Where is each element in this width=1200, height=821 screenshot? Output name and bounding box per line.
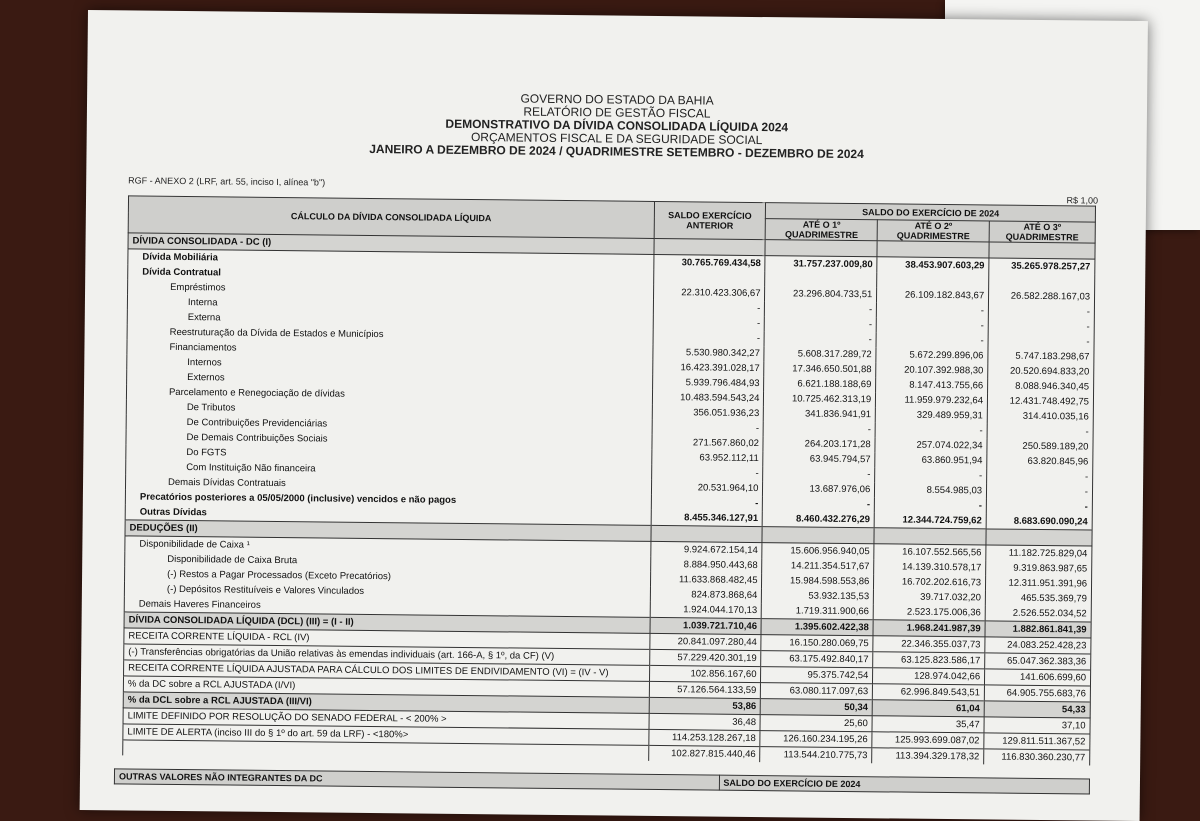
row-value: 10.483.594.543,24: [652, 390, 764, 406]
row-value: 10.725.462.313,19: [764, 391, 876, 407]
row-label: Reestruturação da Dívida de Estados e Municípios: [127, 324, 653, 345]
row-value: 11.182.725.829,04: [986, 545, 1092, 562]
row-value: 141.606.699,60: [985, 669, 1091, 686]
row-value: 116.830.360.230,77: [984, 749, 1090, 766]
row-label: Outras Dívidas: [125, 504, 651, 525]
row-value: 6.621.188.188,69: [764, 376, 876, 392]
row-value: [877, 272, 989, 288]
row-label: Empréstimos: [128, 279, 654, 300]
row-value: [989, 242, 1095, 259]
row-value: 114.253.128.267,18: [648, 729, 760, 746]
report-header: [87, 10, 1148, 164]
row-value: 63.945.794,57: [763, 451, 875, 467]
col-group-header: SALDO DO EXERCÍCIO DE 2024: [766, 203, 1096, 222]
header-report-type: RELATÓRIO DE GESTÃO FISCAL: [523, 104, 711, 121]
row-value: [986, 529, 1092, 546]
row-value: 20.520.694.833,20: [988, 363, 1094, 379]
row-value: 8.455.346.127,91: [651, 510, 763, 527]
row-value: 2.526.552.034,52: [985, 605, 1091, 622]
row-value: 62.996.849.543,51: [873, 684, 985, 701]
row-label: LIMITE DEFINIDO POR RESOLUÇÃO DO SENADO FEDERAL - < 200% >: [123, 708, 649, 730]
row-label: Financiamentos: [127, 339, 653, 360]
header-period: JANEIRO A DEZEMBRO DE 2024 / QUADRIMESTRE SETEMBRO - DEZEMBRO DE 2024: [369, 141, 864, 162]
header-title: DEMONSTRATIVO DA DÍVIDA CONSOLIDADA LÍQUIDA 2024: [445, 116, 789, 135]
row-value: -: [764, 331, 876, 347]
row-value: -: [988, 333, 1094, 349]
row-label: DÍVIDA CONSOLIDADA - DC (I): [128, 233, 654, 255]
row-value: 113.394.329.178,32: [872, 748, 984, 765]
col-q2-header: ATÉ O 2º QUADRIMESTRE: [877, 220, 989, 242]
row-value: 113.544.210.775,73: [760, 747, 872, 764]
row-value: 23.296.804.733,51: [765, 286, 877, 302]
row-value: 63.125.823.586,17: [873, 652, 985, 669]
row-label: % da DC sobre a RCL AJUSTADA (I/VI): [123, 676, 649, 698]
row-value: 13.687.976,06: [763, 481, 875, 497]
row-value: [877, 241, 989, 258]
row-value: 35.265.978.257,27: [989, 258, 1095, 275]
row-value: -: [765, 301, 877, 317]
row-label: (-) Transferências obrigatórias da União relativas às emendas individuais (art. 166-A, § 1º, da CF) (V): [124, 644, 650, 666]
row-value: 16.702.202.616,73: [874, 574, 986, 590]
row-value: 22.346.355.037,73: [873, 636, 985, 653]
header-budgets: ORÇAMENTOS FISCAL E DA SEGURIDADE SOCIAL: [470, 130, 763, 148]
row-value: 36,48: [649, 713, 761, 730]
row-value: 65.047.362.383,36: [985, 653, 1091, 670]
row-label: Precatórios posteriores a 05/05/2000 (inclusive) vencidos e não pagos: [125, 489, 651, 510]
row-value: 11.633.868.482,45: [650, 572, 762, 588]
report-page: [80, 10, 1148, 821]
row-value: -: [875, 467, 987, 483]
row-value: 8.147.413.755,66: [876, 377, 988, 393]
row-value: -: [877, 302, 989, 318]
row-value: [765, 240, 877, 257]
row-value: 329.489.959,31: [875, 407, 987, 423]
row-label: RECEITA CORRENTE LÍQUIDA - RCL (IV): [124, 628, 650, 650]
row-value: 128.974.042,66: [873, 668, 985, 685]
row-label: Externos: [127, 369, 653, 390]
col-q3-header: ATÉ O 3º QUADRIMESTRE: [989, 221, 1095, 243]
row-value: -: [651, 495, 763, 511]
header-government: GOVERNO DO ESTADO DA BAHIA: [520, 91, 714, 108]
row-value: [653, 270, 765, 286]
row-value: 14.211.354.517,67: [762, 558, 874, 574]
secondary-table-header: [114, 768, 1090, 794]
row-value: 2.523.175.006,36: [873, 604, 985, 621]
row-value: -: [875, 422, 987, 438]
row-value: 24.083.252.428,23: [985, 637, 1091, 654]
row-value: 20.531.964,10: [651, 480, 763, 496]
row-value: 1.968.241.987,39: [873, 620, 985, 637]
row-label: Do FGTS: [126, 444, 652, 465]
row-value: [654, 238, 766, 255]
row-value: 35,47: [872, 716, 984, 733]
row-value: 64.905.755.683,76: [984, 685, 1090, 702]
row-value: 5.608.317.289,72: [764, 346, 876, 362]
row-value: 20.107.392.988,30: [876, 362, 988, 378]
row-label: Parcelamento e Renegociação de dívidas: [126, 384, 652, 405]
row-value: 11.959.979.232,64: [876, 392, 988, 408]
row-value: -: [764, 421, 876, 437]
row-value: 824.873.868,64: [650, 587, 762, 603]
annex-reference: RGF - ANEXO 2 (LRF, art. 55, inciso I, alínea "b"): [128, 175, 326, 188]
row-value: 50,34: [761, 699, 873, 716]
row-value: -: [653, 330, 765, 346]
row-value: -: [653, 300, 765, 316]
row-value: -: [763, 466, 875, 482]
col-q1-header: ATÉ O 1º QUADRIMESTRE: [766, 219, 878, 241]
secondary-left-header: OUTRAS VALORES NÃO INTEGRANTES DA DC: [114, 769, 719, 790]
row-label: Demais Dívidas Contratuais: [125, 474, 651, 495]
row-value: 53.932.135,53: [762, 588, 874, 604]
row-value: 1.924.044.170,13: [650, 602, 762, 619]
row-value: 12.311.951.391,96: [986, 575, 1092, 591]
row-value: 37,10: [984, 717, 1090, 734]
row-value: 9.319.863.987,65: [986, 560, 1092, 576]
row-value: [874, 528, 986, 545]
row-value: 31.757.237.009,80: [765, 256, 877, 273]
row-label: Internos: [127, 354, 653, 375]
col-saldo-anterior-header: SALDO EXERCÍCIO ANTERIOR: [654, 201, 766, 239]
currency-unit: R$ 1,00: [1066, 195, 1099, 206]
row-label: De Demais Contribuições Sociais: [126, 429, 652, 450]
row-value: 8.554.985,03: [875, 482, 987, 498]
row-value: 14.139.310.578,17: [874, 559, 986, 575]
row-value: 8.683.690.090,24: [986, 513, 1092, 530]
row-value: 57.229.420.301,19: [649, 649, 761, 666]
secondary-right-header: SALDO DO EXERCÍCIO DE 2024: [719, 775, 1090, 794]
row-label: Demais Haveres Financeiros: [124, 596, 650, 617]
row-value: 25,60: [760, 715, 872, 732]
row-value: -: [986, 498, 1092, 514]
row-value: 63.175.492.840,17: [761, 651, 873, 668]
row-value: 26.582.288.167,03: [989, 288, 1095, 304]
row-value: [765, 271, 877, 287]
row-label: Dívida Contratual: [128, 264, 654, 285]
row-label: Interna: [127, 294, 653, 315]
row-value: 20.841.097.280,44: [649, 633, 761, 650]
row-value: -: [876, 317, 988, 333]
row-value: 5.747.183.298,67: [988, 348, 1094, 364]
row-value: -: [987, 423, 1093, 439]
row-label: % da DCL sobre a RCL AJUSTADA (III/VI): [123, 692, 649, 714]
row-value: 8.460.432.276,29: [763, 511, 875, 528]
row-value: 16.107.552.565,56: [874, 544, 986, 561]
row-value: [651, 525, 763, 542]
row-label: Disponibilidade de Caixa Bruta: [125, 551, 651, 572]
row-value: 39.717.032,20: [874, 589, 986, 605]
row-value: 125.993.699.087,02: [872, 732, 984, 749]
row-value: -: [651, 465, 763, 481]
row-value: 22.310.423.306,67: [653, 285, 765, 301]
row-label: Dívida Mobiliária: [128, 249, 654, 270]
row-label: De Tributos: [126, 399, 652, 420]
row-label: (-) Depósitos Restituíveis e Valores Vinculados: [124, 581, 650, 602]
row-value: 63.860.951,94: [875, 452, 987, 468]
row-label: Externa: [127, 309, 653, 330]
row-value: 250.589.189,20: [987, 438, 1093, 454]
row-value: 257.074.022,34: [875, 437, 987, 453]
row-value: 1.719.311.900,66: [762, 603, 874, 620]
row-value: 8.884.950.443,68: [650, 557, 762, 573]
row-label: De Contribuições Previdenciárias: [126, 414, 652, 435]
debt-table: [122, 195, 1099, 765]
row-value: 129.811.511.367,52: [984, 733, 1090, 750]
row-value: 5.530.980.342,27: [653, 345, 765, 361]
row-label: Disponibilidade de Caixa ¹: [125, 536, 651, 557]
row-label: Com Instituição Não financeira: [126, 459, 652, 480]
row-value: 264.203.171,28: [763, 436, 875, 452]
row-value: -: [987, 483, 1093, 499]
row-value: 63.952.112,11: [651, 450, 763, 466]
row-value: -: [652, 420, 764, 436]
row-label: RECEITA CORRENTE LÍQUIDA AJUSTADA PARA CÁLCULO DOS LIMITES DE ENDIVIDAMENTO (VI) = (IV - V): [124, 660, 650, 682]
row-value: 16.150.280.069,75: [761, 635, 873, 652]
row-value: 16.423.391.028,17: [652, 360, 764, 376]
row-value: 61,04: [872, 700, 984, 717]
row-value: 63.080.117.097,63: [761, 683, 873, 700]
row-value: 102.856.167,60: [649, 665, 761, 682]
row-value: -: [987, 468, 1093, 484]
row-value: 1.882.861.841,39: [985, 621, 1091, 638]
row-value: 12.431.748.492,75: [987, 393, 1093, 409]
row-value: 53,86: [649, 697, 761, 714]
row-value: -: [653, 315, 765, 331]
row-value: 8.088.946.340,45: [988, 378, 1094, 394]
row-value: 465.535.369,79: [985, 590, 1091, 606]
row-value: -: [988, 303, 1094, 319]
row-value: 102.827.815.440,46: [648, 745, 760, 762]
reference-line: [128, 175, 1099, 206]
row-value: 271.567.860,02: [652, 435, 764, 451]
row-value: -: [765, 316, 877, 332]
row-value: 15.606.956.940,05: [762, 543, 874, 560]
row-value: [762, 527, 874, 544]
row-value: 356.051.936,23: [652, 405, 764, 421]
row-value: 54,33: [984, 701, 1090, 718]
debt-table-body: [123, 233, 1095, 766]
row-value: 12.344.724.759,62: [874, 512, 986, 529]
row-label: DÍVIDA CONSOLIDADA LÍQUIDA (DCL) (III) = (I - II): [124, 612, 650, 634]
row-value: -: [875, 497, 987, 513]
row-value: 126.160.234.195,26: [760, 731, 872, 748]
row-label: (-) Restos a Pagar Processados (Exceto Precatórios): [125, 566, 651, 587]
row-value: 1.395.602.422,38: [761, 619, 873, 636]
row-value: 5.939.796.484,93: [652, 375, 764, 391]
row-value: 5.672.299.896,06: [876, 347, 988, 363]
row-value: 17.346.650.501,88: [764, 361, 876, 377]
row-value: 95.375.742,54: [761, 667, 873, 684]
row-value: -: [763, 496, 875, 512]
row-value: 1.039.721.710,46: [650, 617, 762, 634]
row-value: -: [876, 332, 988, 348]
row-value: 15.984.598.553,86: [762, 573, 874, 589]
row-value: 57.126.564.133,59: [649, 681, 761, 698]
row-value: -: [988, 318, 1094, 334]
row-value: 314.410.035,16: [987, 408, 1093, 424]
col-calc-header: CÁLCULO DA DÍVIDA CONSOLIDADA LÍQUIDA: [128, 196, 654, 239]
row-value: 38.453.907.603,29: [877, 257, 989, 274]
row-value: 341.836.941,91: [764, 406, 876, 422]
row-label: DEDUÇÕES (II): [125, 520, 651, 542]
row-value: 26.109.182.843,67: [877, 287, 989, 303]
row-value: [989, 273, 1095, 289]
row-value: 63.820.845,96: [987, 453, 1093, 469]
row-value: 30.765.769.434,58: [653, 254, 765, 271]
row-label: LIMITE DE ALERTA (inciso III do § 1º do art. 59 da LRF) - <180%>: [123, 724, 649, 746]
row-value: 9.924.672.154,14: [650, 541, 762, 558]
